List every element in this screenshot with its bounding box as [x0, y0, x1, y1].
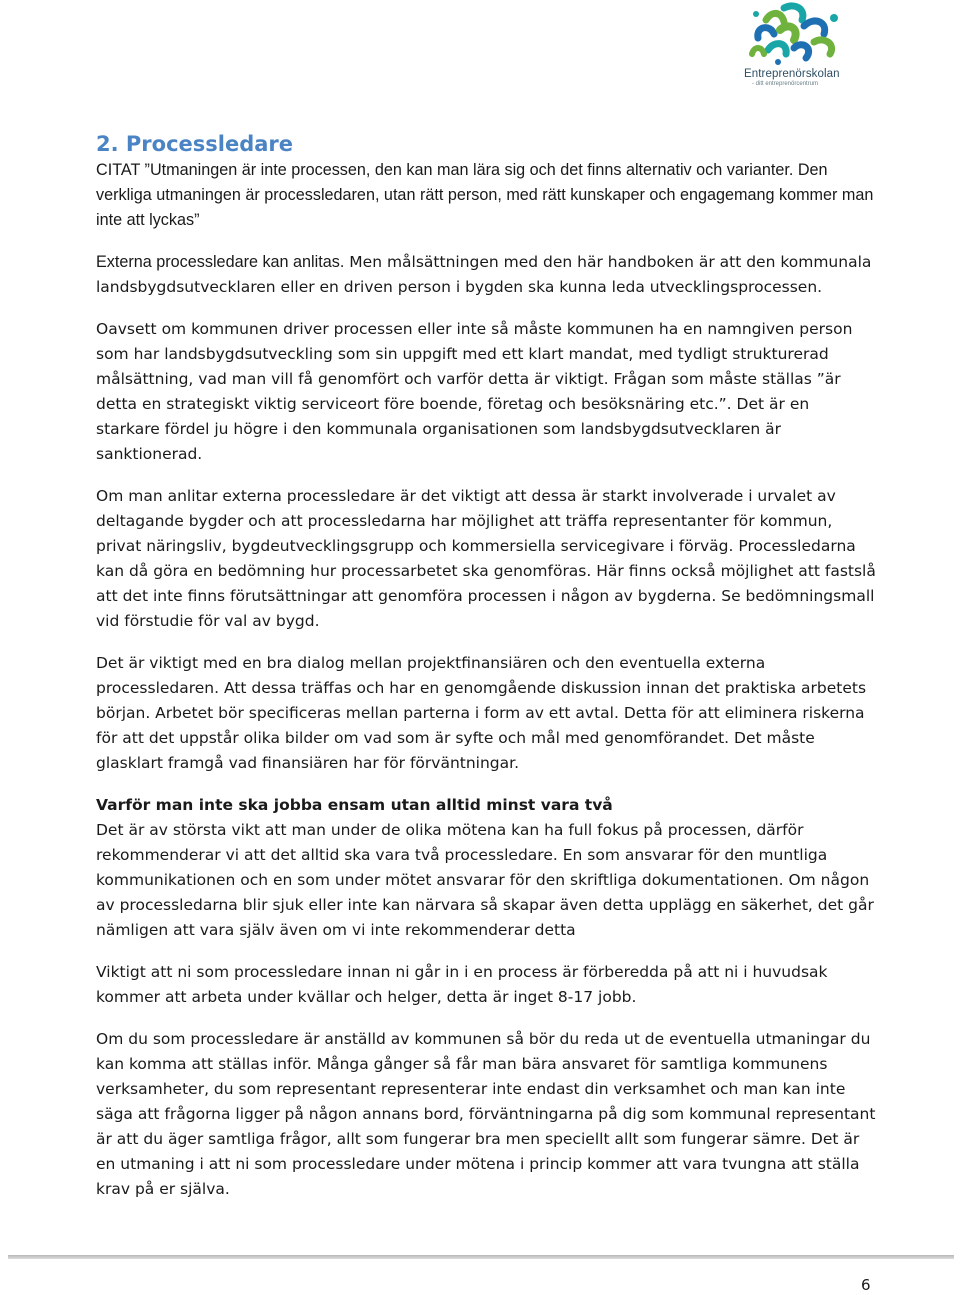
regardless-paragraph: Oavsett om kommunen driver processen eller inte så måste kommunen ha en namngiven person som har landsbygdsutveckling som sin uppgift med ett klart mandat, med tydligt strukturerad målsättning, vad man vill få genomfört och varför detta är viktigt. Frågan som måste ställas ”är detta en strategiskt viktig serviceort före boende, företag och besöksnäring etc.”. Det är en starkare fördel ju högre i den kommunala organisationen som landsbygdsutvecklaren är sanktionerad.	[96, 320, 853, 463]
quote-paragraph: CITAT ”Utmaningen är inte processen, den kan man lära sig och det finns alternativ och varianter. Den verkliga utmaningen är processledaren, utan rätt person, med rätt kunskaper och engagemang kommer man inte att lyckas”	[96, 161, 874, 229]
logo-subtitle: - ditt entreprenörcentrum	[752, 81, 819, 87]
entreprenorskolan-logo	[738, 0, 848, 92]
document-body	[96, 130, 876, 1219]
section-heading: 2. Processledare	[96, 132, 294, 156]
logo-mark-icon	[744, 0, 844, 66]
external-paragraph	[96, 250, 876, 300]
awareness-paragraph: Viktigt att ni som processledare innan ni går in i en process är förberedda på att ni i huvudsak kommer att arbeta under kvällar och helger, detta är inget 8-17 jobb.	[96, 963, 828, 1006]
page-number: 6	[861, 1276, 871, 1294]
two-leaders-paragraph: Det är av största vikt att man under de olika mötena kan ha full fokus på processen, därför rekommenderar vi att det alltid ska vara två processledare. En som ansvarar för den muntliga kommunikationen och en som under mötet ansvarar för den skriftliga dokumentationen. Om någon av processledarna blir sjuk eller inte kan närvara så skapar även detta upplägg en säkerhet, det går nämligen att vara själv även om vi inte rekommenderar detta	[96, 821, 874, 939]
employed-paragraph: Om du som processledare är anställd av kommunen så bör du reda ut de eventuella utmaningar du kan komma att ställas inför. Många gånger så får man bära ansvaret för samtliga kommunens verksamheter, du som representant representerar inte endast din verksamhet och man kan inte säga att frågorna ligger på någon annans bord, förväntningarna på dig som kommunal representant är att du äger samtliga frågor, allt som fungerar bra men speciellt allt som fungerar sämre. Det är en utmaning i att ni som processledare under mötena i princip kommer att vara tvungna att ställa krav på er själva.	[96, 1030, 876, 1198]
logo-name: Entreprenörskolan	[744, 68, 840, 80]
dialog-paragraph: Det är viktigt med en bra dialog mellan projektfinansiären och den eventuella externa processledaren. Att dessa träffas och har en genomgående diskussion innan det praktiska arbetets början. Arbetet bör specificeras mellan parterna i form av ett avtal. Detta för att eliminera riskerna för att det uppstår olika bilder om vad som är syfte och mål med genomförandet. Det måste glasklart framgå vad finansiären har för förväntningar.	[96, 654, 867, 772]
subheading: Varför man inte ska jobba ensam utan alltid minst vara två	[96, 796, 613, 814]
footer-rule	[8, 1255, 954, 1259]
external-paragraph-lead: Externa processledare kan anlitas.	[96, 253, 345, 271]
external-paragraph-rest: Men målsättningen med den här handboken är att den kommunala landsbygdsutvecklaren eller en driven person i bygden ska kunna leda utvecklingsprocessen.	[96, 253, 872, 296]
hire-paragraph: Om man anlitar externa processledare är det viktigt att dessa är starkt involverade i urvalet av deltagande bygder och att processledarna har möjlighet att träffa representanter för kommun, privat näringsliv, bygdeutvecklingsgrupp och kommersiella servicegivare i förväg. Processledarna kan då göra en bedömning hur processarbetet ska genomföras. Här finns också möjlighet att fastslå att det inte finns förutsättningar att genomföra processen i någon av bygderna. Se bedömningsmall vid förstudie för val av bygd.	[96, 487, 876, 630]
